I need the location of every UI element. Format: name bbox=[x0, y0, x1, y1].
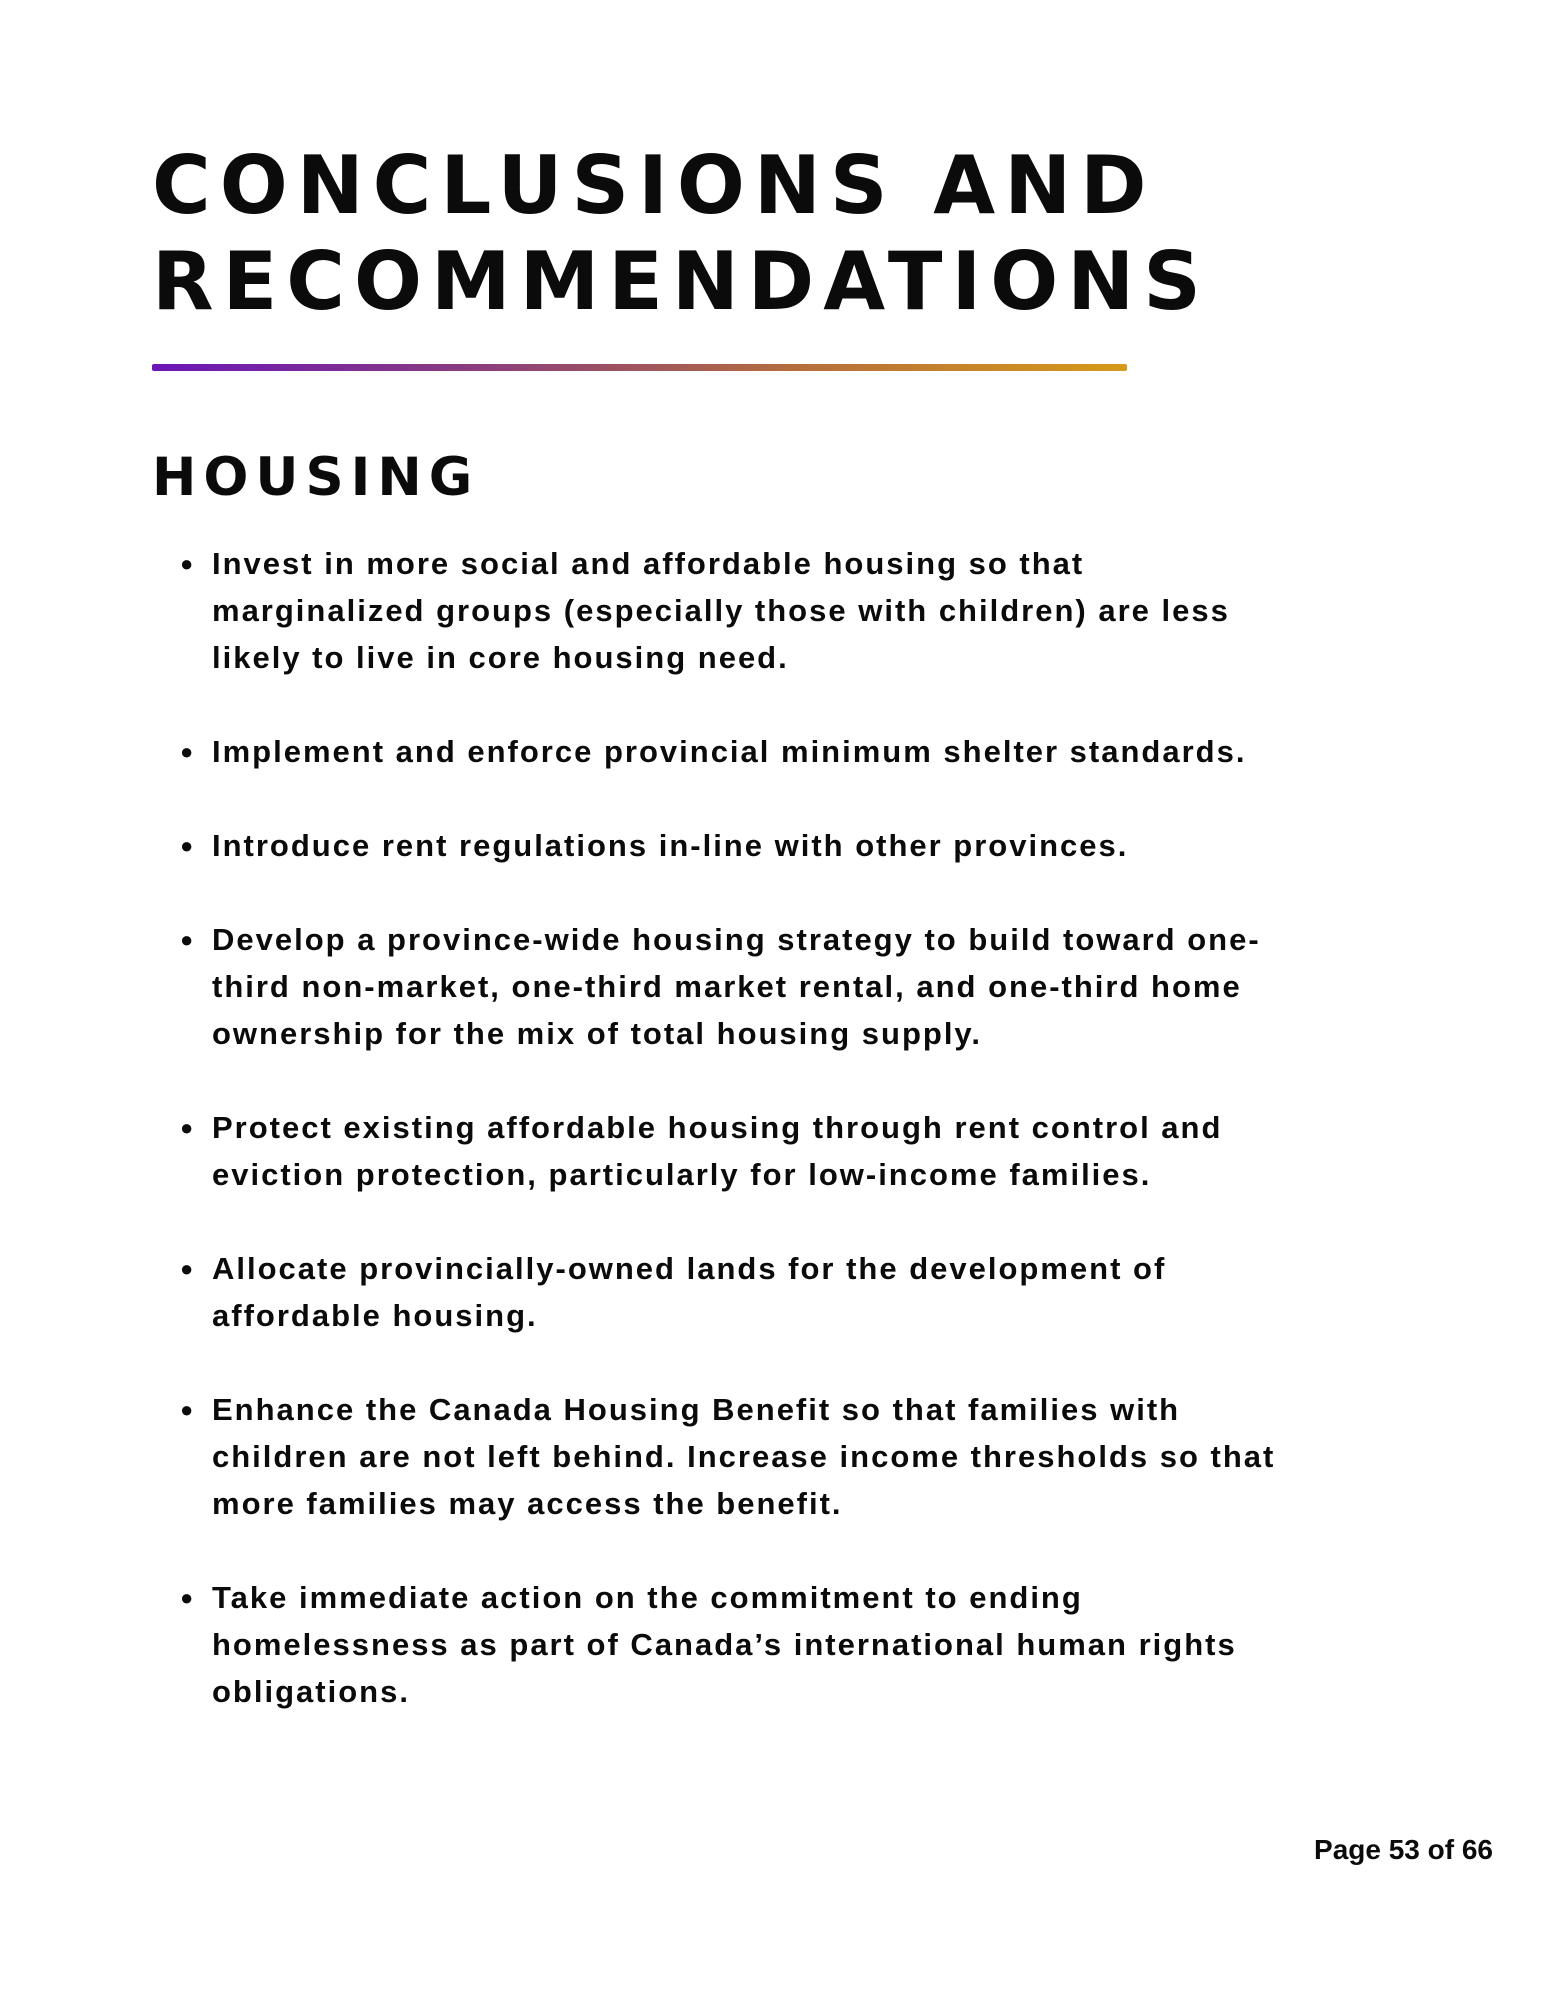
list-item-text-line: Invest in more social and affordable housing so that bbox=[212, 546, 1085, 581]
list-item bbox=[180, 1386, 1360, 1527]
title-divider bbox=[152, 364, 1127, 371]
list-item-text-line: Introduce rent regulations in-line with other provinces. bbox=[212, 828, 1129, 863]
list-item bbox=[180, 822, 1360, 869]
list-item bbox=[180, 1245, 1360, 1339]
list-item bbox=[180, 916, 1360, 1057]
bullet-icon: ● bbox=[180, 927, 196, 952]
list-item-text-line: obligations. bbox=[212, 1674, 410, 1709]
list-item bbox=[180, 728, 1360, 775]
bullet-icon: ● bbox=[180, 739, 196, 764]
page-title-line-2: RECOMMENDATIONS bbox=[152, 235, 1210, 328]
bullet-icon: ● bbox=[180, 1397, 196, 1422]
list-item-text-line: Take immediate action on the commitment to ending bbox=[212, 1580, 1083, 1615]
bullet-icon: ● bbox=[180, 1585, 196, 1610]
list-item-text-line: Implement and enforce provincial minimum shelter standards. bbox=[212, 734, 1247, 769]
page-title bbox=[152, 138, 1352, 330]
list-item-text-line: Allocate provincially-owned lands for the development of bbox=[212, 1251, 1167, 1286]
list-item-text-line: marginalized groups (especially those with children) are less bbox=[212, 593, 1230, 628]
bullet-icon: ● bbox=[180, 551, 196, 576]
list-item bbox=[180, 1104, 1360, 1198]
recommendation-list bbox=[180, 540, 1360, 1762]
list-item-text-line: Enhance the Canada Housing Benefit so that families with bbox=[212, 1392, 1181, 1427]
list-item-text-line: children are not left behind. Increase income thresholds so that bbox=[212, 1439, 1276, 1474]
list-item-text-line: more families may access the benefit. bbox=[212, 1486, 843, 1521]
bullet-icon: ● bbox=[180, 833, 196, 858]
page-title-line-1: CONCLUSIONS AND bbox=[152, 139, 1156, 232]
list-item-text-line: likely to live in core housing need. bbox=[212, 640, 789, 675]
list-item-text-line: third non-market, one-third market rental, and one-third home bbox=[212, 969, 1242, 1004]
list-item bbox=[180, 1574, 1360, 1715]
list-item bbox=[180, 540, 1360, 681]
list-item-text-line: affordable housing. bbox=[212, 1298, 538, 1333]
bullet-icon: ● bbox=[180, 1115, 196, 1140]
section-title-housing: HOUSING bbox=[152, 447, 480, 508]
list-item-text-line: Protect existing affordable housing through rent control and bbox=[212, 1110, 1223, 1145]
list-item-text-line: eviction protection, particularly for low-income families. bbox=[212, 1157, 1152, 1192]
page-number: Page 53 of 66 bbox=[1314, 1834, 1493, 1865]
bullet-icon: ● bbox=[180, 1256, 196, 1281]
list-item-text-line: Develop a province-wide housing strategy to build toward one- bbox=[212, 922, 1261, 957]
list-item-text-line: homelessness as part of Canada’s international human rights bbox=[212, 1627, 1237, 1662]
list-item-text-line: ownership for the mix of total housing supply. bbox=[212, 1016, 982, 1051]
